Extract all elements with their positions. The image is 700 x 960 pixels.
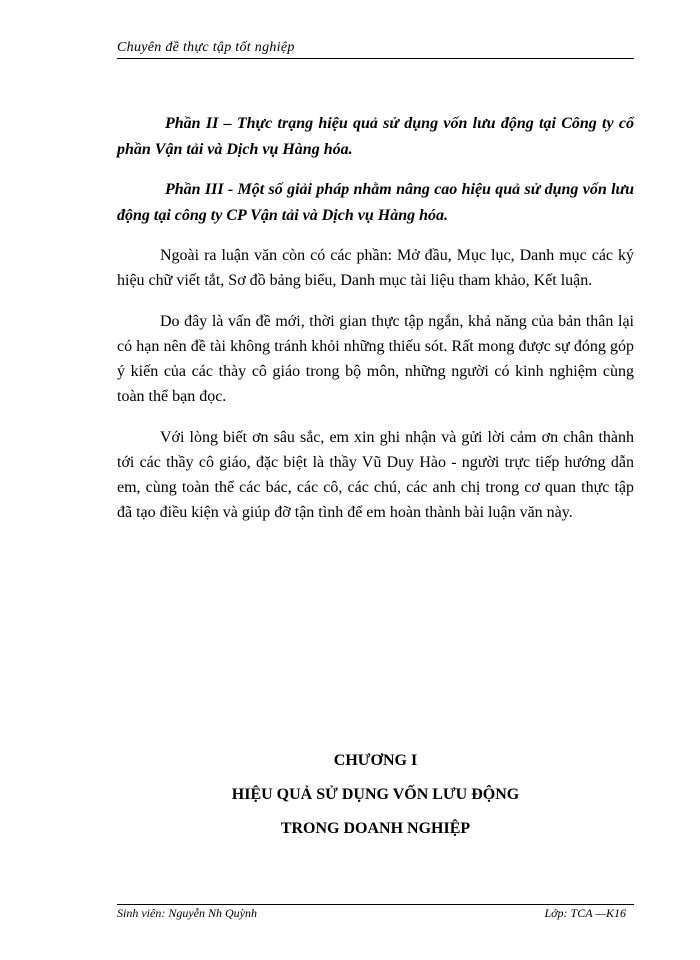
footer-student: Sinh viên: Nguyễn Nh Quỳnh xyxy=(117,906,257,920)
paragraph-outline: Ngoài ra luận văn còn có các phần: Mở đầu, Mục lục, Danh mục các ký hiệu chữ viết tắt, Sơ đồ bảng biểu, Danh mục tài liệu tham khảo, Kết luận. xyxy=(117,247,634,289)
header-divider xyxy=(117,58,634,59)
paragraph-acknowledgement: Với lòng biết ơn sâu sắc, em xin ghi nhận và gửi lời cảm ơn chân thành tới các thầy cô giáo, đặc biệt là thầy Vũ Duy Hào - người trực tiếp hướng dẫn em, cùng toàn thể các bác, các cô, các chú, các anh chị trong cơ quan thực tập đã tạo điều kiện và giúp đỡ tận tình để em hoàn thành bài luận văn này. xyxy=(117,429,634,521)
section-part-2: Phần II – Thực trạng hiệu quả sử dụng vốn lưu động tại Công ty cổ phần Vận tải và Dịch vụ Hàng hóa. xyxy=(117,115,634,158)
body-content xyxy=(117,111,634,541)
chapter-heading xyxy=(117,744,634,846)
section-part-3: Phần III - Một số giải pháp nhằm nâng cao hiệu quả sử dụng vốn lưu động tại công ty CP Vận tải và Dịch vụ Hàng hóa. xyxy=(117,181,634,224)
chapter-title-line-2: TRONG DOANH NGHIỆP xyxy=(280,820,471,837)
chapter-number: CHƯƠNG I xyxy=(333,752,418,769)
chapter-title-line-1: HIỆU QUẢ SỬ DỤNG VỐN LƯU ĐỘNG xyxy=(231,786,520,803)
footer-divider xyxy=(117,904,634,905)
page-header: Chuyên đề thực tập tốt nghiệp xyxy=(117,40,295,55)
footer-class: Lớp: TCA —K16 xyxy=(544,906,626,920)
paragraph-limitations: Do đây là vấn đề mới, thời gian thực tập ngắn, khả năng của bản thân lại có hạn nên đề tài không tránh khỏi những thiếu sót. Rất mong được sự đóng góp ý kiến của các thày cô giáo trong bộ môn, những người có kinh nghiệm cùng toàn thể bạn đọc. xyxy=(117,313,634,405)
